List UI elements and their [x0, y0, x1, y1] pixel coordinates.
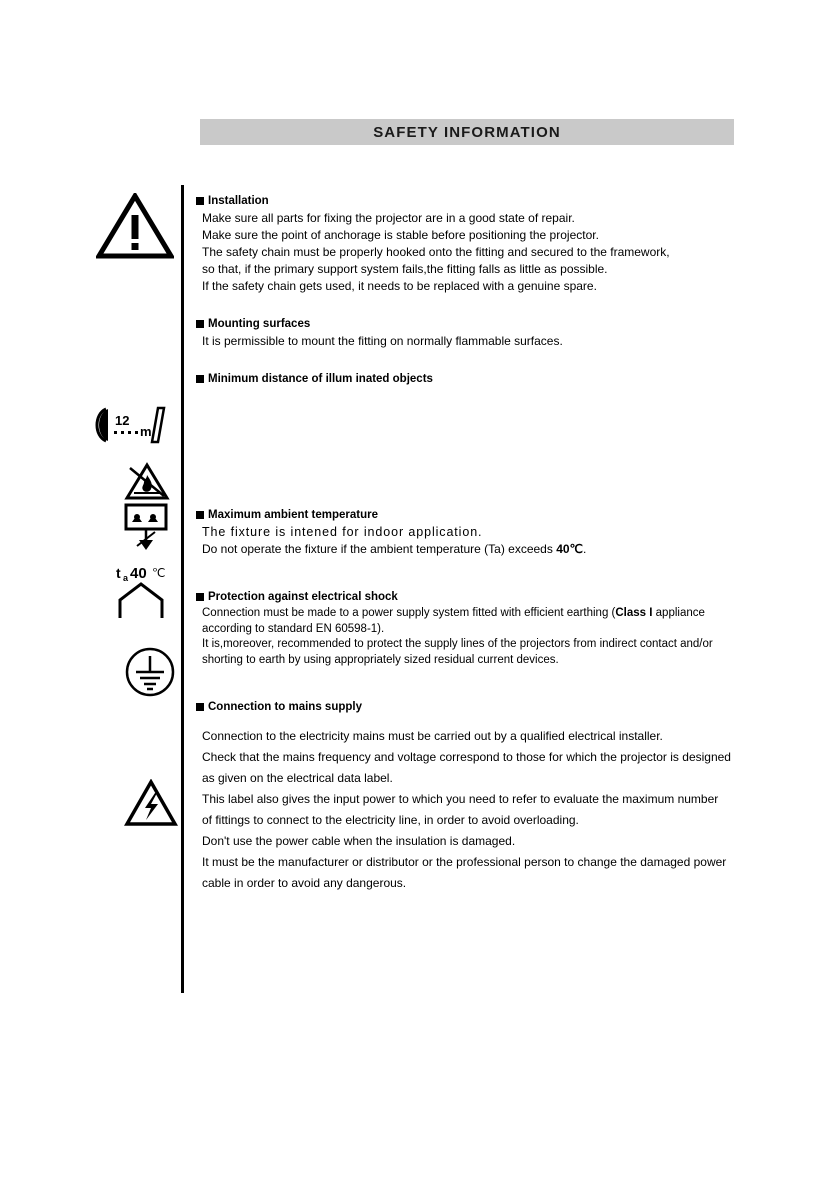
bullet-square-icon	[196, 320, 204, 328]
warning-triangle-icon	[96, 193, 174, 259]
svg-text:m: m	[140, 424, 152, 439]
section-heading-minimum-distance: Minimum distance of illum inated objects	[196, 372, 776, 386]
spacer	[196, 295, 776, 317]
section-protection-against-electrical-shock	[196, 590, 776, 668]
svg-text:t: t	[116, 565, 121, 581]
minimum-distance-icon	[88, 405, 172, 445]
section-body-protection-against-electrical-shock	[196, 606, 776, 668]
svg-text:40: 40	[130, 565, 147, 582]
body-line	[202, 606, 776, 622]
temperature-value: 40℃	[556, 542, 584, 556]
bullet-square-icon	[196, 703, 204, 711]
svg-text:12: 12	[115, 413, 130, 428]
page-title-banner	[200, 119, 734, 145]
section-heading-mounting-surfaces: Mounting surfaces	[196, 317, 776, 331]
section-heading-protection-against-electrical-shock: Protection against electrical shock	[196, 590, 776, 604]
section-body-connection-to-mains-supply	[196, 726, 776, 894]
safety-content	[196, 194, 776, 894]
body-line: Don't use the power cable when the insulation is damaged.	[202, 834, 516, 848]
body-text-before-emphasis: Do not operate the fixture if the ambient temperature (Ta) exceeds	[202, 542, 557, 556]
body-line: It is,moreover, recommended to protect the supply lines of the projectors from indirect contact and/or	[202, 638, 713, 650]
protective-earth-icon	[124, 646, 176, 698]
section-body-maximum-ambient-temperature	[196, 524, 776, 558]
bullet-square-icon	[196, 511, 204, 519]
svg-text:a: a	[123, 573, 129, 583]
do-not-cover-icon	[123, 502, 169, 554]
bullet-square-icon	[196, 197, 204, 205]
body-line: The fixture is intened for indoor application.	[202, 525, 483, 539]
body-line: It must be the manufacturer or distributor or the professional person to change the damaged power	[202, 855, 727, 869]
electrical-shock-icon	[124, 779, 178, 827]
ambient-temperature-icon	[112, 560, 182, 624]
section-heading-connection-to-mains-supply: Connection to mains supply	[196, 700, 776, 714]
bullet-square-icon	[196, 375, 204, 383]
body-line: of fittings to connect to the electricity line, in order to avoid overloading.	[202, 813, 579, 827]
section-body-installation	[196, 210, 776, 295]
spacer	[196, 668, 776, 700]
body-line: Connection to the electricity mains must be carried out by a qualified electrical installer.	[202, 729, 663, 743]
body-text-before-emphasis: Connection must be made to a power supply system fitted with efficient earthing (	[202, 607, 616, 619]
no-flammable-materials-icon	[124, 462, 170, 502]
section-connection-to-mains-supply	[196, 700, 776, 894]
spacer	[196, 388, 776, 508]
bullet-square-icon	[196, 593, 204, 601]
body-line: according to standard EN 60598-1).	[202, 622, 385, 635]
body-line: The safety chain must be properly hooked onto the fitting and secured to the framework,	[202, 245, 670, 259]
svg-text:℃: ℃	[152, 566, 166, 580]
body-text-after-emphasis: .	[583, 542, 587, 556]
section-body-mounting-surfaces	[196, 333, 776, 350]
section-mounting-surfaces	[196, 317, 776, 350]
page-title: SAFETY INFORMATION	[373, 123, 561, 141]
section-installation	[196, 194, 776, 295]
body-line: Make sure all parts for fixing the projector are in a good state of repair.	[202, 211, 575, 225]
section-maximum-ambient-temperature	[196, 508, 776, 558]
body-line: Check that the mains frequency and voltage correspond to those for which the projector is designed	[202, 750, 731, 764]
spacer	[196, 558, 776, 590]
body-line: so that, if the primary support system fails,the fitting falls as little as possible.	[202, 262, 608, 276]
spacer	[196, 350, 776, 372]
body-line: It is permissible to mount the fitting on normally flammable surfaces.	[202, 334, 563, 348]
body-text-after-emphasis: appliance	[652, 607, 705, 619]
section-heading-maximum-ambient-temperature: Maximum ambient temperature	[196, 508, 776, 522]
body-line: as given on the electrical data label.	[202, 771, 393, 785]
body-line: If the safety chain gets used, it needs to be replaced with a genuine spare.	[202, 279, 597, 293]
body-line: shorting to earth by using appropriately sized residual current devices.	[202, 653, 559, 666]
body-line: This label also gives the input power to which you need to refer to evaluate the maximum number	[202, 792, 719, 806]
body-line: Make sure the point of anchorage is stable before positioning the projector.	[202, 228, 599, 242]
appliance-class: Class I	[615, 607, 653, 619]
section-minimum-distance	[196, 372, 776, 386]
section-heading-installation: Installation	[196, 194, 776, 208]
body-line	[202, 541, 776, 558]
body-line: cable in order to avoid any dangerous.	[202, 876, 407, 890]
